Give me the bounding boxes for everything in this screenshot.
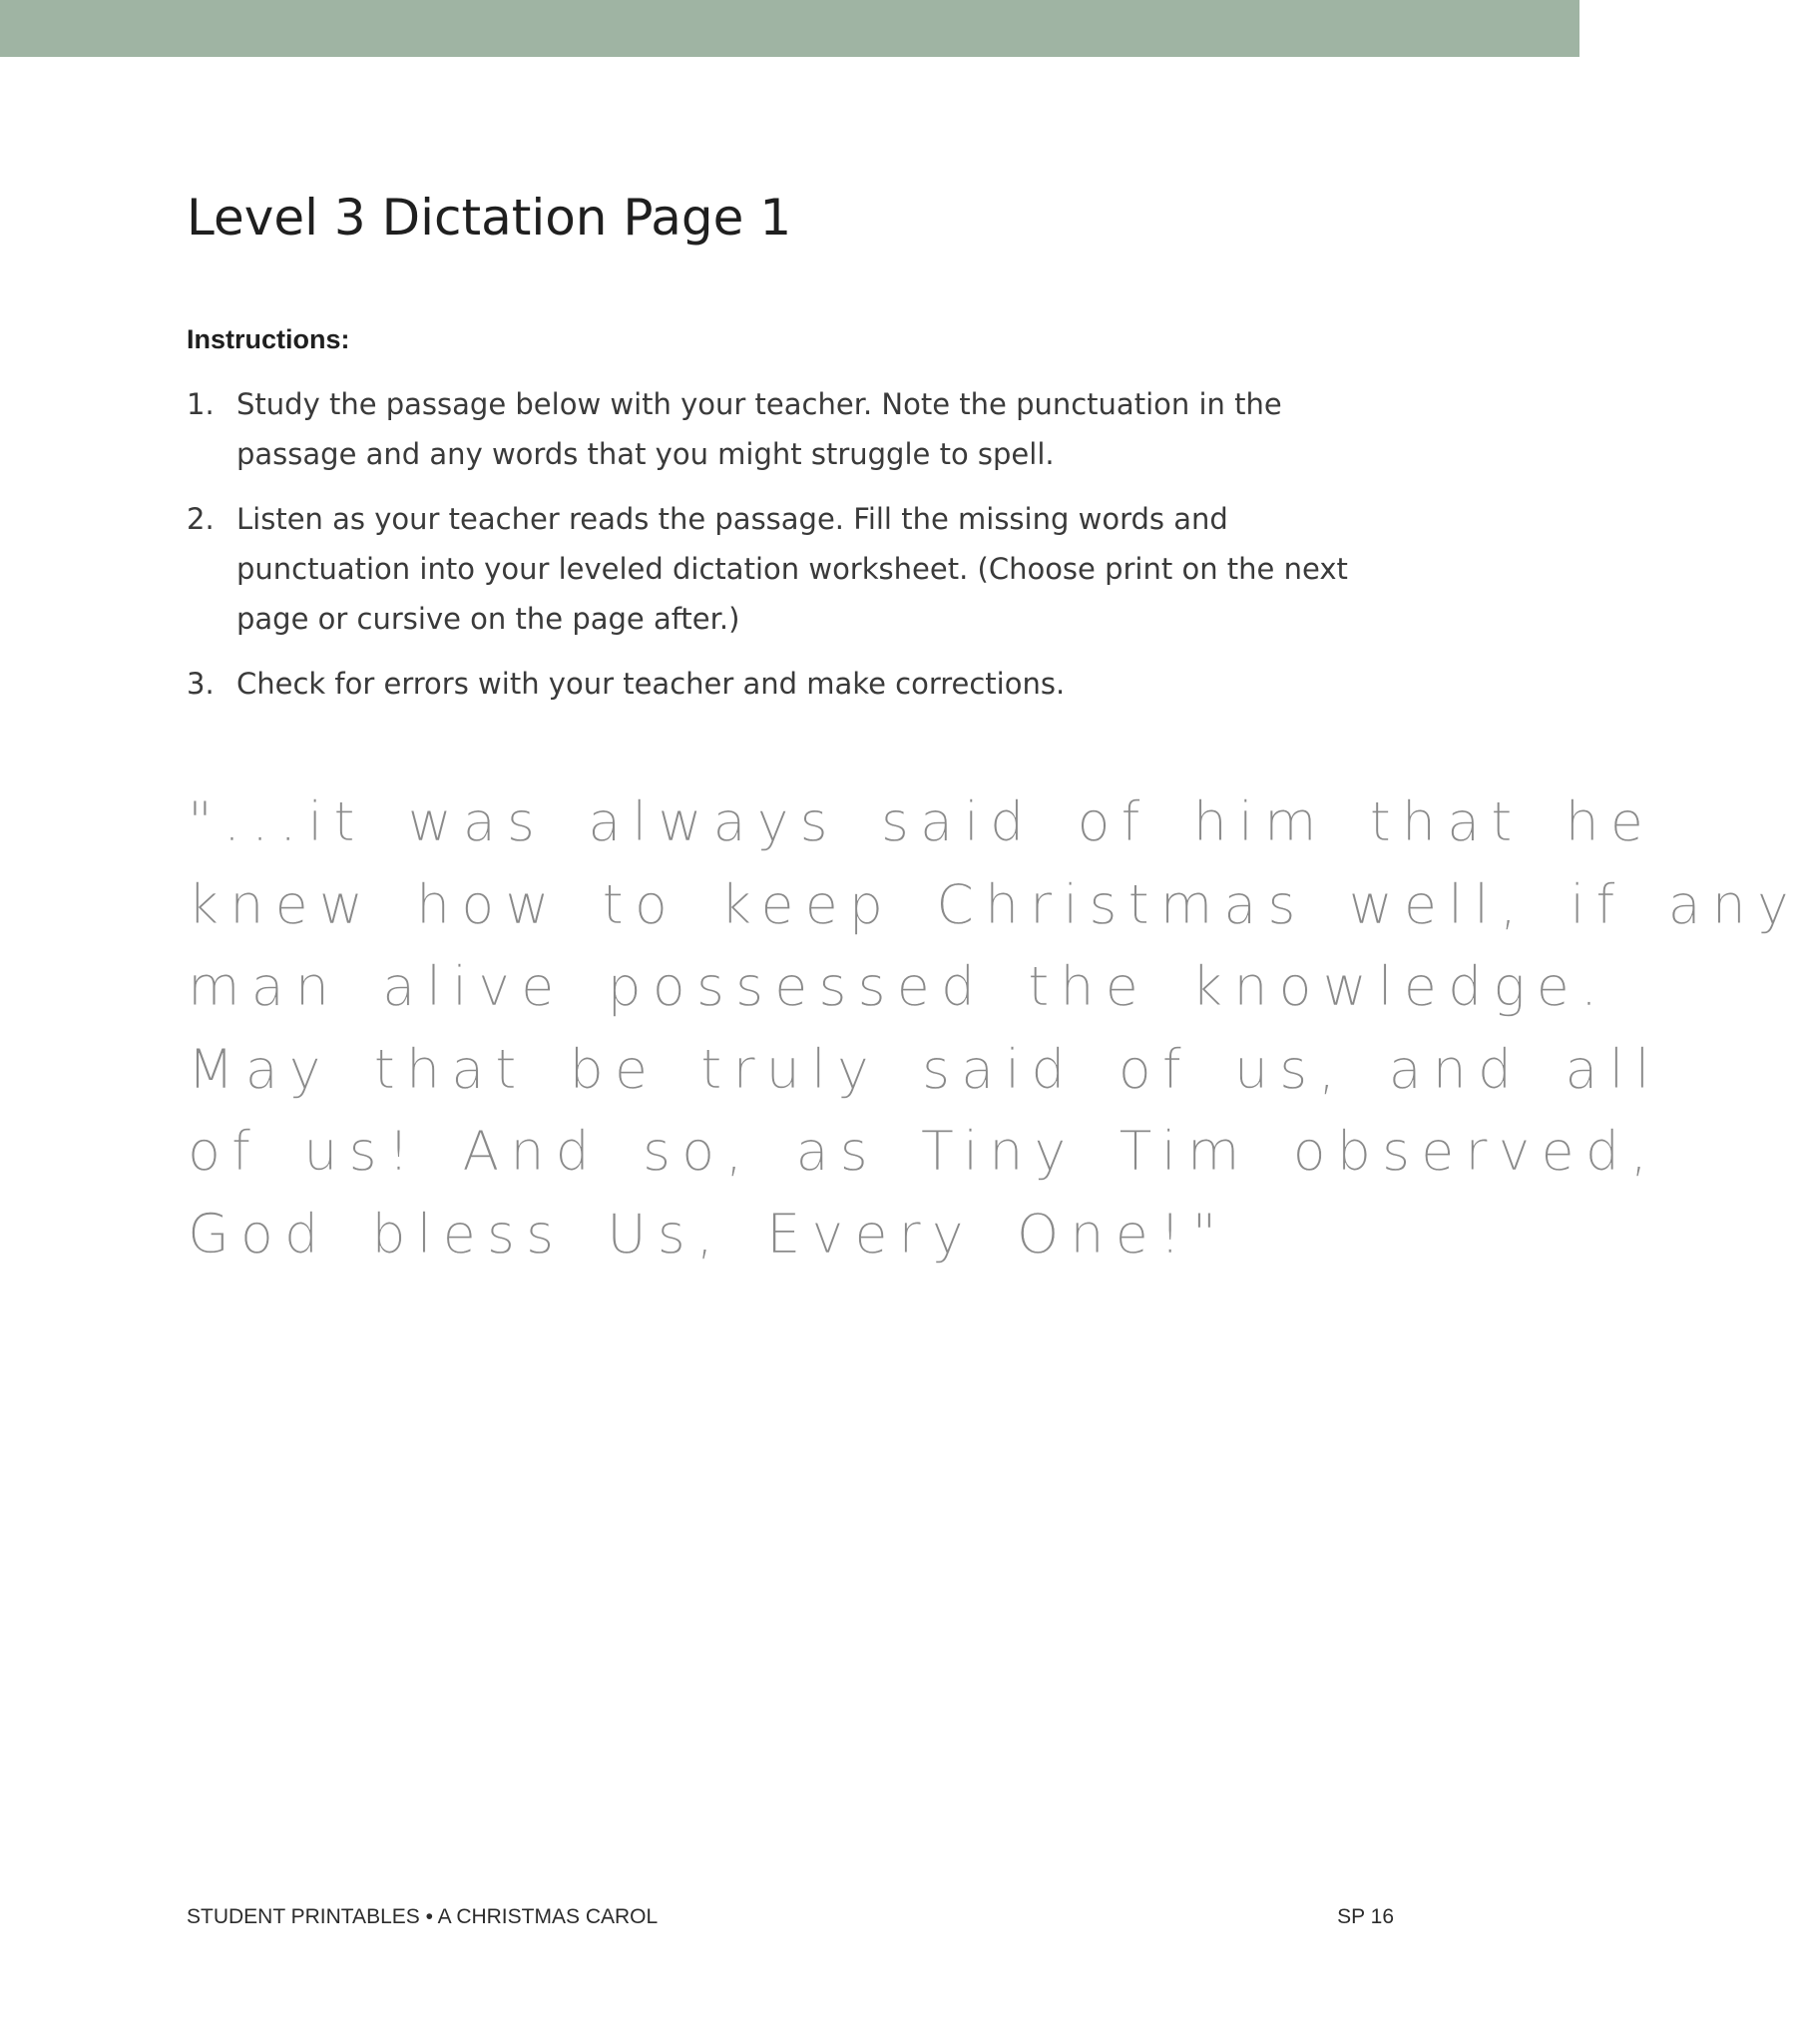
passage-line: May that be truly said of us, and all [188,1037,1661,1101]
instructions-heading: Instructions: [187,324,350,354]
instruction-text: Check for errors with your teacher and make corrections. [236,667,1066,701]
passage-line: God bless Us, Every One!" [188,1202,1228,1266]
footer-page-number: SP 16 [1337,1905,1394,1928]
passage-line: knew how to keep Christmas well, if any [188,872,1800,936]
instruction-text: Listen as your teacher reads the passage. Fill the missing words and punctuation into your leveled dictation worksheet. (Choose print on the next page or cursive on the page after.) [236,502,1348,636]
instruction-item [187,494,1384,644]
footer-section-label: STUDENT PRINTABLES • A CHRISTMAS CAROL [187,1905,659,1928]
passage-line: "...it was always said of him that he [188,790,1654,853]
header-band [0,0,1579,57]
instruction-number: 1. [187,387,215,421]
instruction-number: 2. [187,502,215,536]
instruction-item [187,379,1384,479]
instruction-number: 3. [187,667,215,701]
dictation-passage [188,781,1800,1276]
page-title: Level 3 Dictation Page 1 [187,189,792,247]
passage-line: of us! And so, as Tiny Tim observed, [188,1120,1659,1183]
passage-line: man alive possessed the knowledge. [188,955,1609,1018]
instructions-list [187,379,1384,724]
instruction-text: Study the passage below with your teacher. Note the punctuation in the passage and any words that you might struggle to spell. [236,387,1282,471]
instruction-item [187,659,1384,709]
